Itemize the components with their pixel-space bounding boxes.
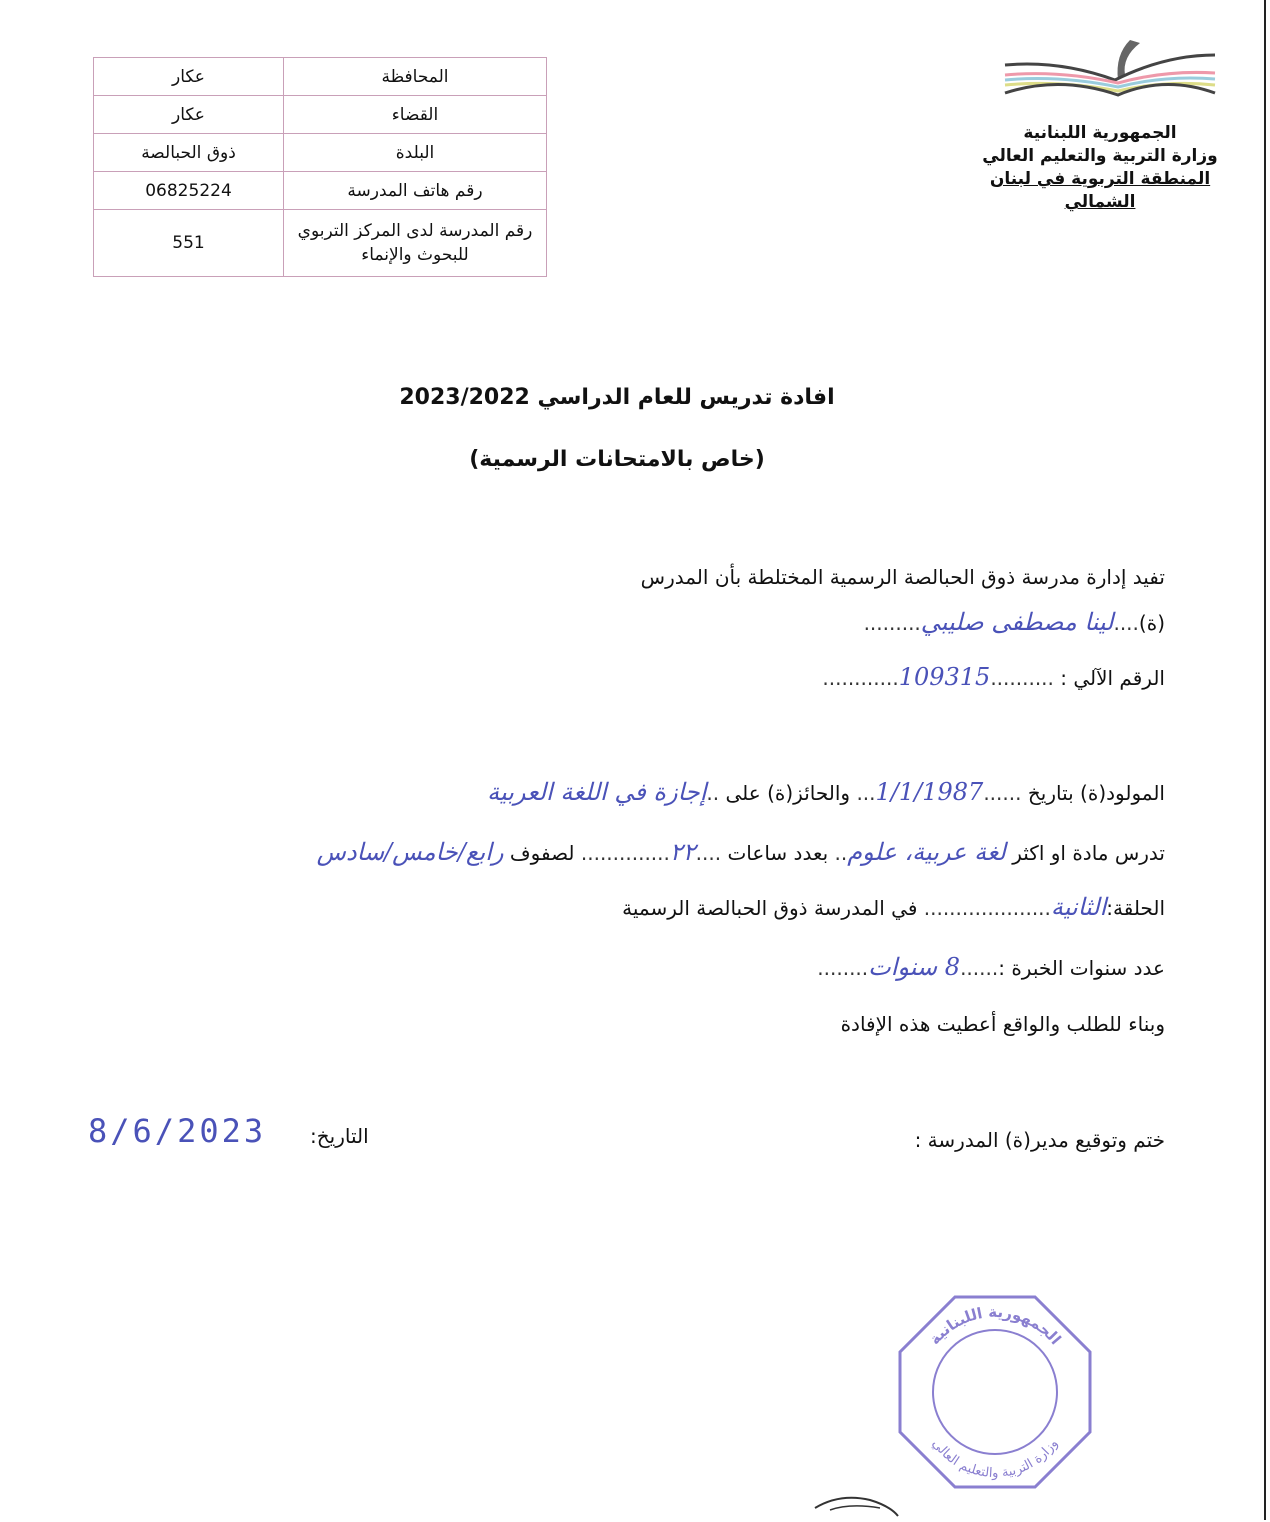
subjects: لغة عربية، علوم <box>847 838 1006 866</box>
cycle-line: الحلقة:الثانية.................... في المدرسة ذوق الحبالصة الرسمية <box>622 893 1165 921</box>
cell-label: القضاء <box>284 96 547 134</box>
table-row <box>94 58 547 96</box>
born-line: المولود(ة) بتاريخ ......1/1/1987... والحائز(ة) على ..إجازة في اللغة العربية <box>487 778 1165 806</box>
page-edge <box>1264 0 1266 1520</box>
table-row <box>94 96 547 134</box>
teacher-line: (ة)....لينا مصطفى صليبي......... <box>863 608 1165 636</box>
ministry-header <box>955 122 1245 214</box>
hours: ٢٢ <box>669 838 696 866</box>
birth-date: 1/1/1987 <box>875 778 984 806</box>
label: (ة) <box>1138 611 1165 635</box>
header-line: المنطقة التربوية في لبنان الشمالي <box>989 169 1211 212</box>
label: المولود(ة) بتاريخ <box>1027 781 1165 805</box>
school-info-table <box>93 57 547 277</box>
experience-line: عدد سنوات الخبرة :......8 سنوات........ <box>817 953 1165 981</box>
date-label: التاريخ: <box>310 1124 369 1148</box>
cell-value: 06825224 <box>94 172 284 210</box>
label: والحائز(ة) على <box>725 781 851 805</box>
degree: إجازة في اللغة العربية <box>487 778 707 806</box>
signature-label: ختم وتوقيع مدير(ة) المدرسة : <box>914 1128 1165 1152</box>
cell-label: المحافظة <box>284 58 547 96</box>
closing-text: وبناء للطلب والواقع أعطيت هذه الإفادة <box>840 1012 1165 1036</box>
svg-text:وزارة التربية والتعليم العالي: وزارة التربية والتعليم العالي <box>928 1436 1062 1482</box>
cell-label: رقم المدرسة لدى المركز التربوي للبحوث والإنماء <box>284 210 547 277</box>
id-value: 109315 <box>898 663 991 691</box>
svg-text:الجمهورية اللبنانية: الجمهورية اللبنانية <box>925 1302 1065 1349</box>
cell-label: رقم هاتف المدرسة <box>284 172 547 210</box>
id-line: الرقم الآلي : ..........109315............ <box>822 663 1165 691</box>
table-row <box>94 210 547 277</box>
label: الرقم الآلي : <box>1060 666 1165 690</box>
cell-value: 551 <box>94 210 284 277</box>
official-stamp <box>895 1292 1095 1492</box>
label: في المدرسة ذوق الحبالصة الرسمية <box>622 896 918 920</box>
cycle: الثانية <box>1050 893 1107 921</box>
label: الحلقة: <box>1106 896 1165 920</box>
cell-value: ذوق الحبالصة <box>94 134 284 172</box>
page-subtitle: (خاص بالامتحانات الرسمية) <box>469 447 765 472</box>
label: بعدد ساعات <box>727 841 829 865</box>
label: تدرس مادة او اكثر <box>1012 841 1165 865</box>
experience: 8 سنوات <box>868 953 961 981</box>
date-value: 8/6/2023 <box>88 1112 267 1150</box>
label: لصفوف <box>509 841 575 865</box>
table-row <box>94 134 547 172</box>
cell-value: عكار <box>94 96 284 134</box>
header-line: الجمهورية اللبنانية <box>1023 123 1177 143</box>
classes: رابع/خامس/سادس <box>316 838 504 866</box>
cell-label: البلدة <box>284 134 547 172</box>
cell-value: عكار <box>94 58 284 96</box>
ministry-logo <box>1000 35 1220 105</box>
teacher-name: لينا مصطفى صليبي <box>920 608 1114 636</box>
teaches-line: تدرس مادة او اكثر لغة عربية، علوم.. بعدد ساعات ....٢٢.............. لصفوف رابع/خامس/سادس <box>316 838 1165 866</box>
label: عدد سنوات الخبرة : <box>998 956 1165 980</box>
page-title: افادة تدريس للعام الدراسي 2023/2022 <box>399 385 835 410</box>
header-line: وزارة التربية والتعليم العالي <box>982 146 1218 166</box>
intro-text: تفيد إدارة مدرسة ذوق الحبالصة الرسمية المختلطة بأن المدرس <box>640 565 1165 589</box>
table-row <box>94 172 547 210</box>
handwritten-signature <box>810 1488 900 1518</box>
